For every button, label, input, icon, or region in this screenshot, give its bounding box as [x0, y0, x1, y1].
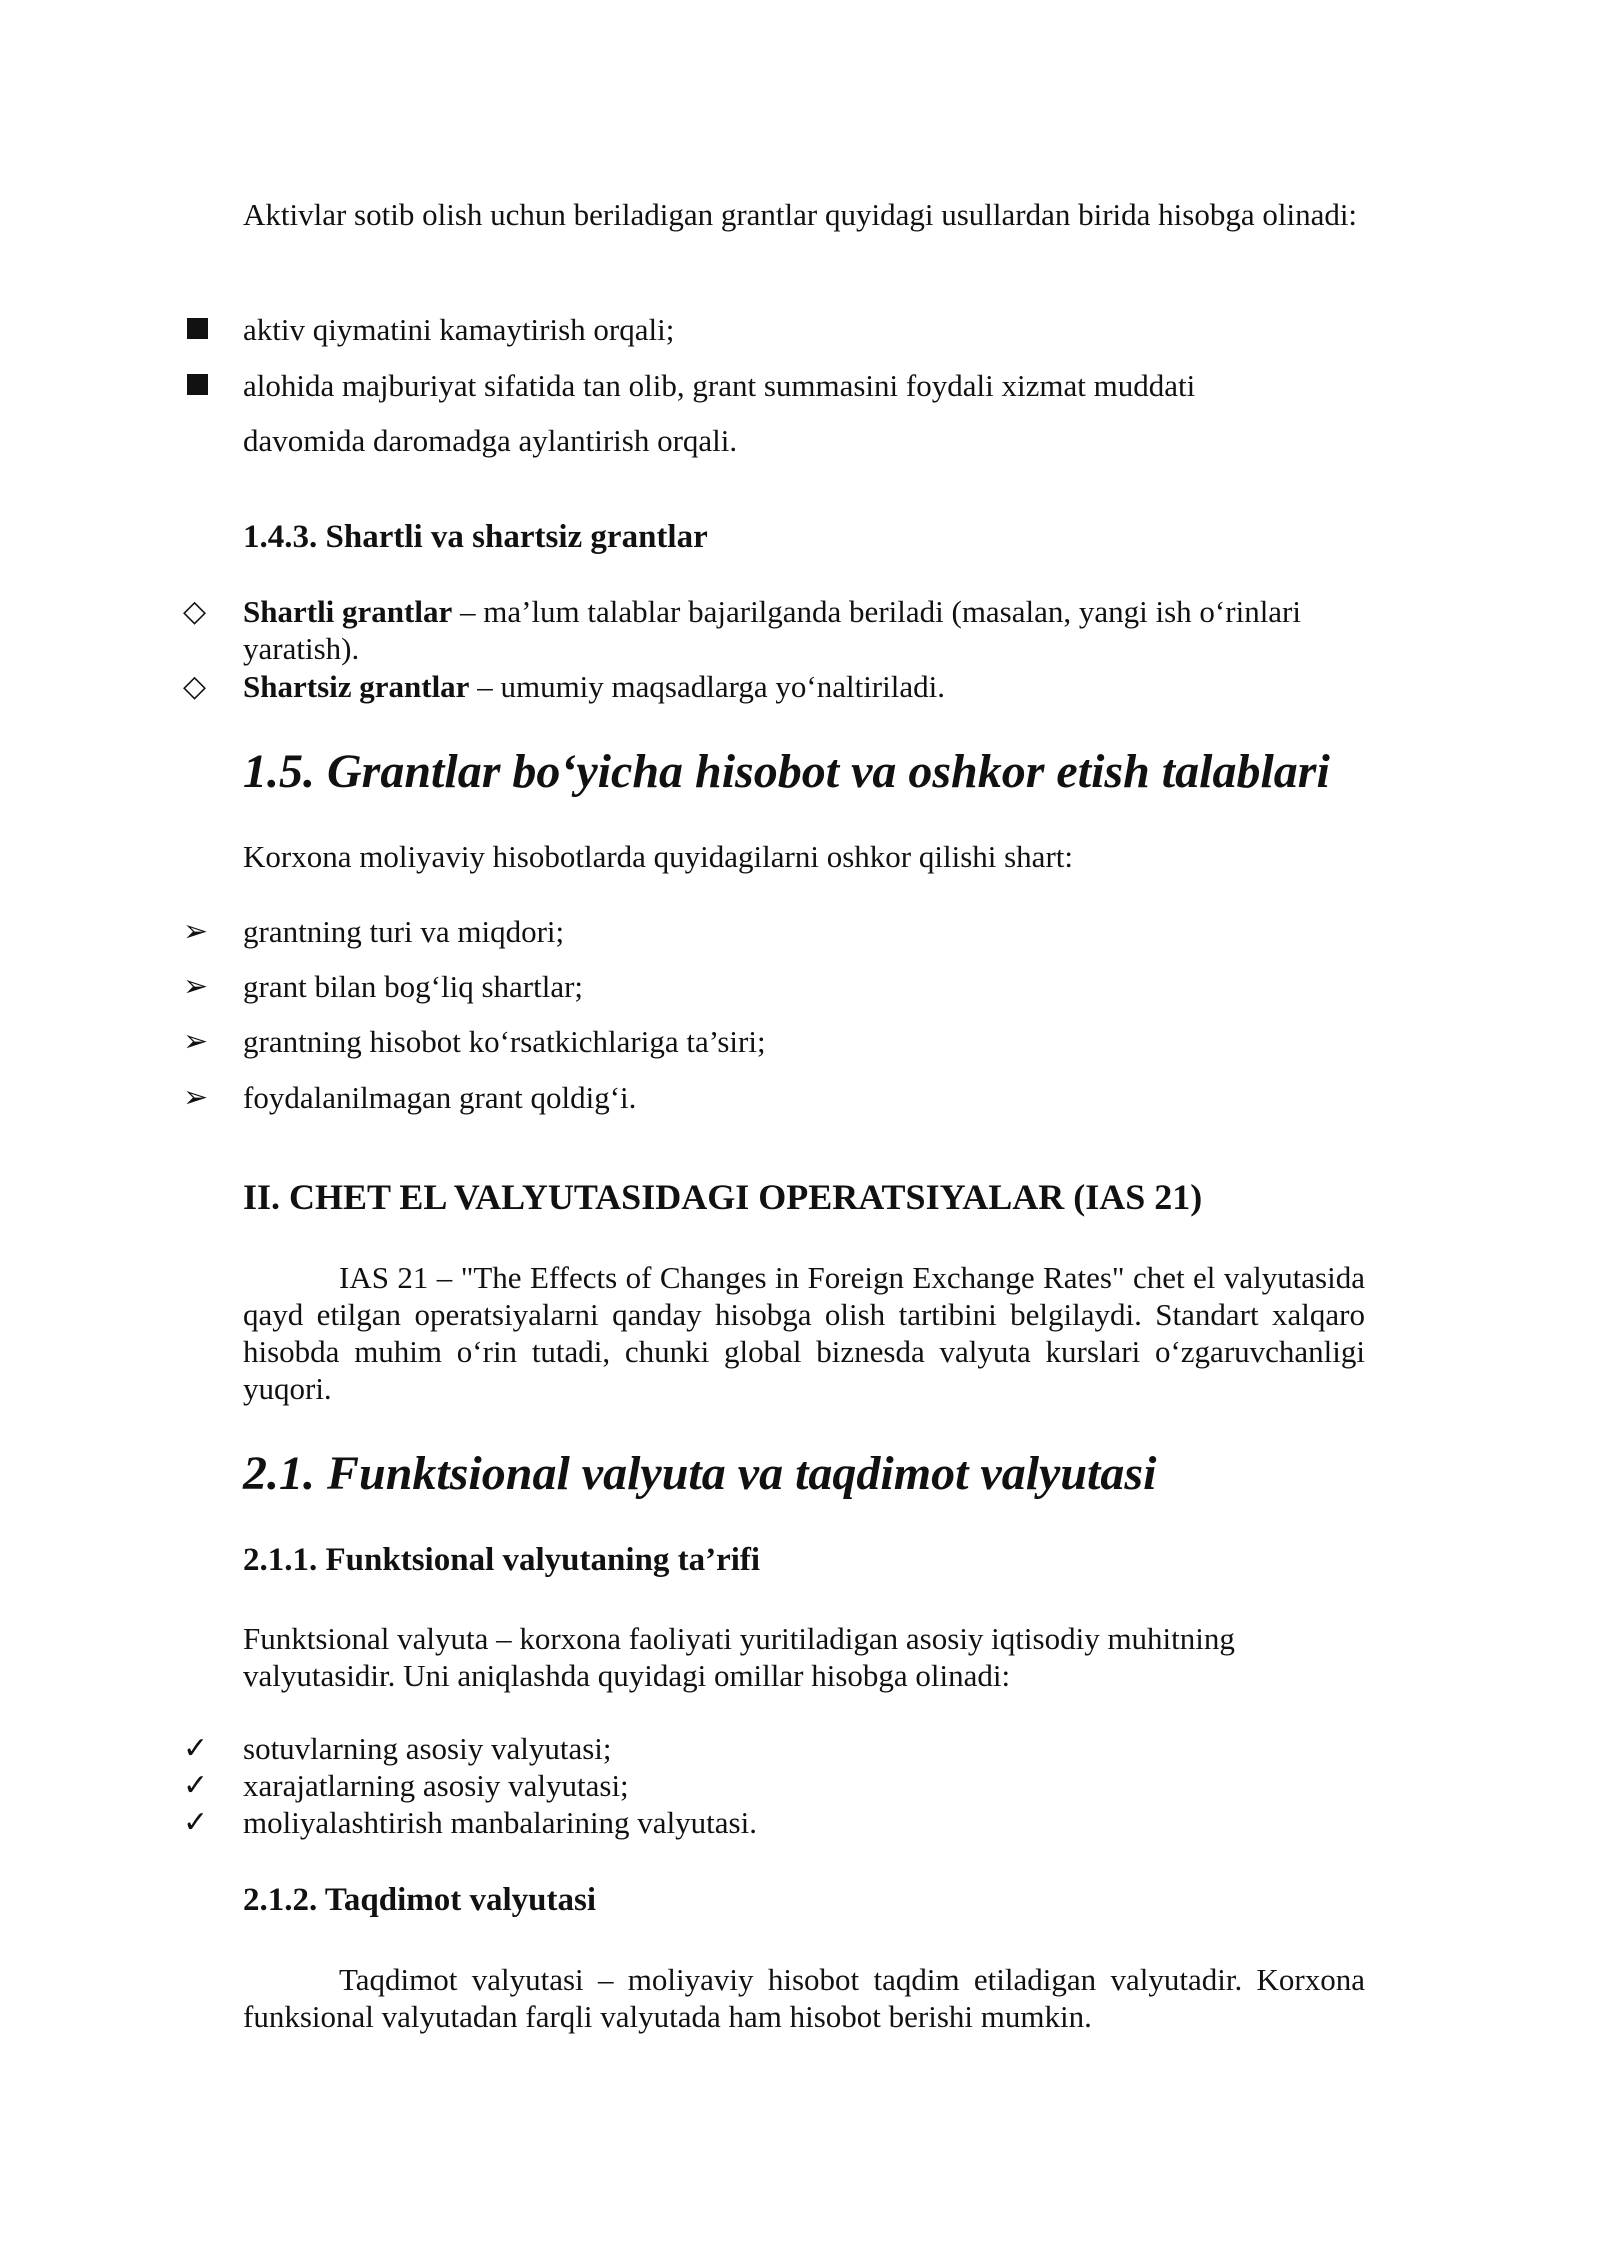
section-heading-1-5: 1.5. Grantlar bo‘yicha hisobot va oshkor etish talablari: [243, 745, 1330, 798]
term-description: – ma’lum talablar bajarilganda beriladi (masalan, yangi ish o‘rinlari yaratish).: [243, 594, 1301, 666]
list-item: xarajatlarning asosiy valyutasi;: [243, 1768, 629, 1803]
section-heading-1-4-3: 1.4.3. Shartli va shartsiz grantlar: [243, 519, 708, 555]
list-item: sotuvlarning asosiy valyutasi;: [243, 1731, 612, 1766]
term-label: Shartli grantlar: [243, 594, 453, 629]
section-heading-2-1-1: 2.1.1. Funktsional valyutaning ta’rifi: [243, 1542, 761, 1578]
disclosure-intro: Korxona moliyaviy hisobotlarda quyidagilarni oshkor qilishi shart:: [243, 839, 1073, 874]
list-item: grant bilan bog‘liq shartlar;: [243, 969, 584, 1004]
square-bullet-icon: [187, 374, 208, 395]
chapter-heading-ii: II. CHET EL VALYUTASIDAGI OPERATSIYALAR (IAS 21): [243, 1177, 1203, 1217]
check-bullet-icon: ✓: [183, 1732, 209, 1765]
list-item: alohida majburiyat sifatida tan olib, grant summasini foydali xizmat muddati: [243, 368, 1196, 403]
list-item: [243, 668, 1365, 705]
list-item: [243, 593, 1365, 667]
diamond-bullet-icon: ◇: [183, 595, 207, 628]
arrow-bullet-icon: ➢: [183, 1081, 209, 1114]
diamond-bullet-icon: ◇: [183, 670, 207, 703]
section-heading-2-1: 2.1. Funktsional valyuta va taqdimot valyutasi: [243, 1447, 1157, 1500]
check-bullet-icon: ✓: [183, 1769, 209, 1802]
term-label: Shartsiz grantlar: [243, 669, 470, 704]
intro-paragraph: Aktivlar sotib olish uchun beriladigan grantlar quyidagi usullardan birida hisobga olinadi:: [243, 197, 1358, 232]
list-item: aktiv qiymatini kamaytirish orqali;: [243, 312, 675, 347]
list-item: grantning hisobot ko‘rsatkichlariga ta’siri;: [243, 1024, 766, 1059]
square-bullet-icon: [187, 318, 208, 339]
list-item: moliyalashtirish manbalarining valyutasi.: [243, 1805, 757, 1840]
ias21-paragraph: IAS 21 – "The Effects of Changes in Foreign Exchange Rates" chet el valyutasida qayd etilgan operatsiyalarni qanday hisobga olish tartibini belgilaydi. Standart xalqaro hisobda muhim o‘rin tutadi, chunki global biznesda valyuta kurslari o‘zgaruvchanligi yuqori.: [243, 1260, 1365, 1406]
list-item: grantning turi va miqdori;: [243, 914, 565, 949]
section-heading-2-1-2: 2.1.2. Taqdimot valyutasi: [243, 1882, 597, 1918]
functional-currency-paragraph: Funktsional valyuta – korxona faoliyati yuritiladigan asosiy iqtisodiy muhitning valyutasidir. Uni aniqlashda quyidagi omillar hisobga olinadi:: [243, 1621, 1235, 1693]
term-description: – umumiy maqsadlarga yo‘naltiriladi.: [469, 669, 945, 704]
list-item: foydalanilmagan grant qoldig‘i.: [243, 1080, 637, 1115]
list-item-continuation: davomida daromadga aylantirish orqali.: [243, 423, 738, 458]
check-bullet-icon: ✓: [183, 1806, 209, 1839]
arrow-bullet-icon: ➢: [183, 915, 209, 948]
presentation-currency-paragraph: Taqdimot valyutasi – moliyaviy hisobot taqdim etiladigan valyutadir. Korxona funksional valyutadan farqli valyutada ham hisobot berishi mumkin.: [243, 1962, 1365, 2034]
arrow-bullet-icon: ➢: [183, 1025, 209, 1058]
arrow-bullet-icon: ➢: [183, 970, 209, 1003]
